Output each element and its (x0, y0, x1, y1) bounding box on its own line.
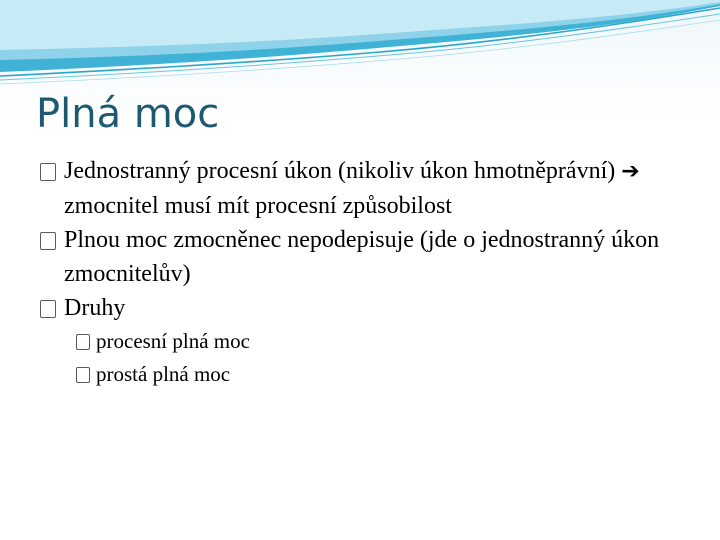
subpoint-text: prostá plná moc (96, 362, 231, 386)
sub-bullet-procedural-power (36, 325, 696, 358)
point-text-after-arrow: zmocnitel musí mít procesní způsobilost (64, 193, 452, 219)
slide-body (36, 154, 696, 391)
subpoint-text: procesní plná moc (96, 329, 250, 353)
square-bullet-icon (76, 367, 90, 383)
bullet-point-not-signed (36, 223, 696, 291)
header-wave-decoration (0, 0, 720, 90)
bullet-point-types (36, 291, 696, 325)
square-bullet-icon (40, 232, 56, 250)
point-text-before-arrow: Jednostranný procesní úkon (nikoliv úkon hmotněprávní) (64, 158, 616, 184)
bullet-point-unilateral-act (36, 154, 696, 223)
slide-title: Plná moc (36, 91, 220, 137)
point-text: Druhy (64, 295, 126, 321)
point-text: Plnou moc zmocněnec nepodepisuje (jde o jednostranný úkon zmocnitelův) (64, 227, 660, 287)
square-bullet-icon (76, 334, 90, 350)
square-bullet-icon (40, 300, 56, 318)
right-arrow-icon: ➔ (621, 159, 640, 184)
sub-bullet-simple-power (36, 358, 696, 391)
square-bullet-icon (40, 163, 56, 181)
